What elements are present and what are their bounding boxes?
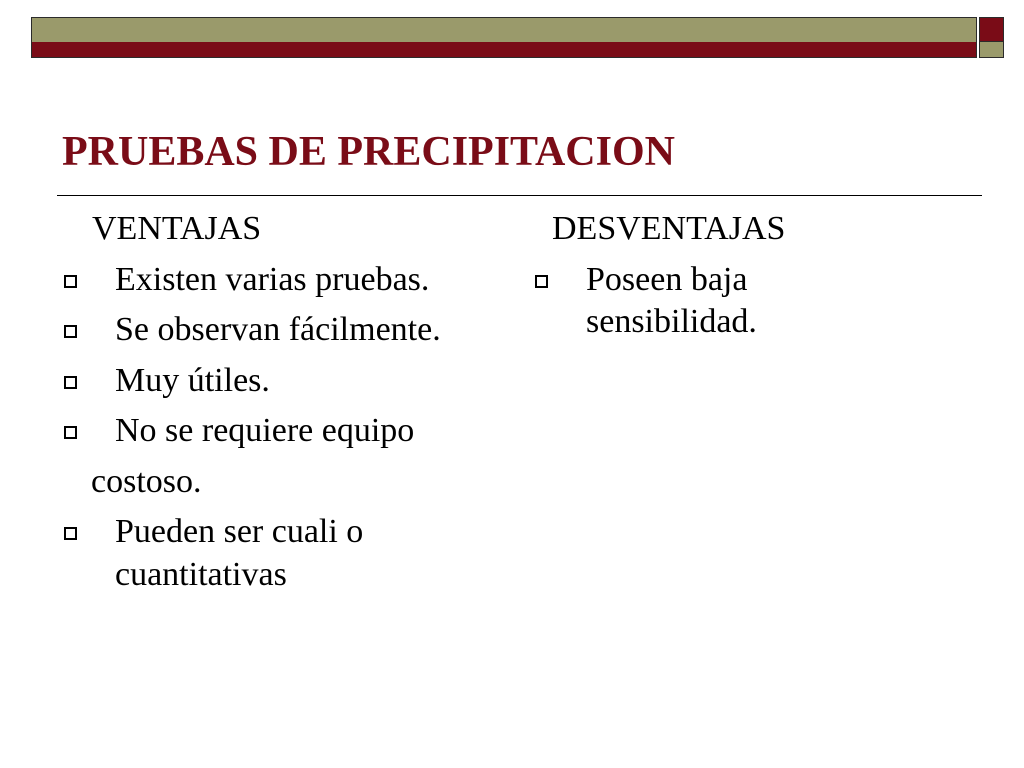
list-item — [62, 410, 502, 453]
ventajas-list — [62, 259, 502, 453]
list-item-text: Muy útiles. — [115, 361, 270, 399]
desventajas-column — [533, 208, 863, 352]
list-item — [62, 360, 502, 403]
list-item-continuation: costoso. — [91, 462, 202, 500]
square-bullet-icon — [64, 325, 77, 338]
slide-title: PRUEBAS DE PRECIPITACION — [62, 129, 675, 175]
title-divider — [57, 195, 982, 196]
list-item-text: Poseen baja sensibilidad. — [586, 260, 757, 340]
header-bar-olive — [31, 17, 977, 42]
square-bullet-icon — [535, 275, 548, 288]
square-bullet-icon — [64, 376, 77, 389]
list-item — [533, 259, 863, 344]
list-item-text: Existen varias pruebas. — [115, 260, 430, 298]
header-square-olive — [979, 42, 1004, 58]
desventajas-heading: DESVENTAJAS — [552, 210, 786, 247]
square-bullet-icon — [64, 527, 77, 540]
list-item — [62, 511, 502, 596]
desventajas-list — [533, 259, 863, 344]
list-item-text: Se observan fácilmente. — [115, 311, 441, 348]
list-item-text: No se requiere equipo — [115, 412, 415, 449]
list-item — [62, 309, 502, 352]
square-bullet-icon — [64, 275, 77, 288]
header-bar-red — [31, 42, 977, 58]
list-item-text: Pueden ser cuali o cuantitativas — [115, 513, 364, 593]
ventajas-heading: VENTAJAS — [92, 210, 262, 247]
header-square-red — [979, 17, 1004, 42]
square-bullet-icon — [64, 426, 77, 439]
ventajas-list-continued — [62, 511, 502, 596]
ventajas-column — [62, 208, 502, 604]
list-item — [62, 259, 502, 302]
